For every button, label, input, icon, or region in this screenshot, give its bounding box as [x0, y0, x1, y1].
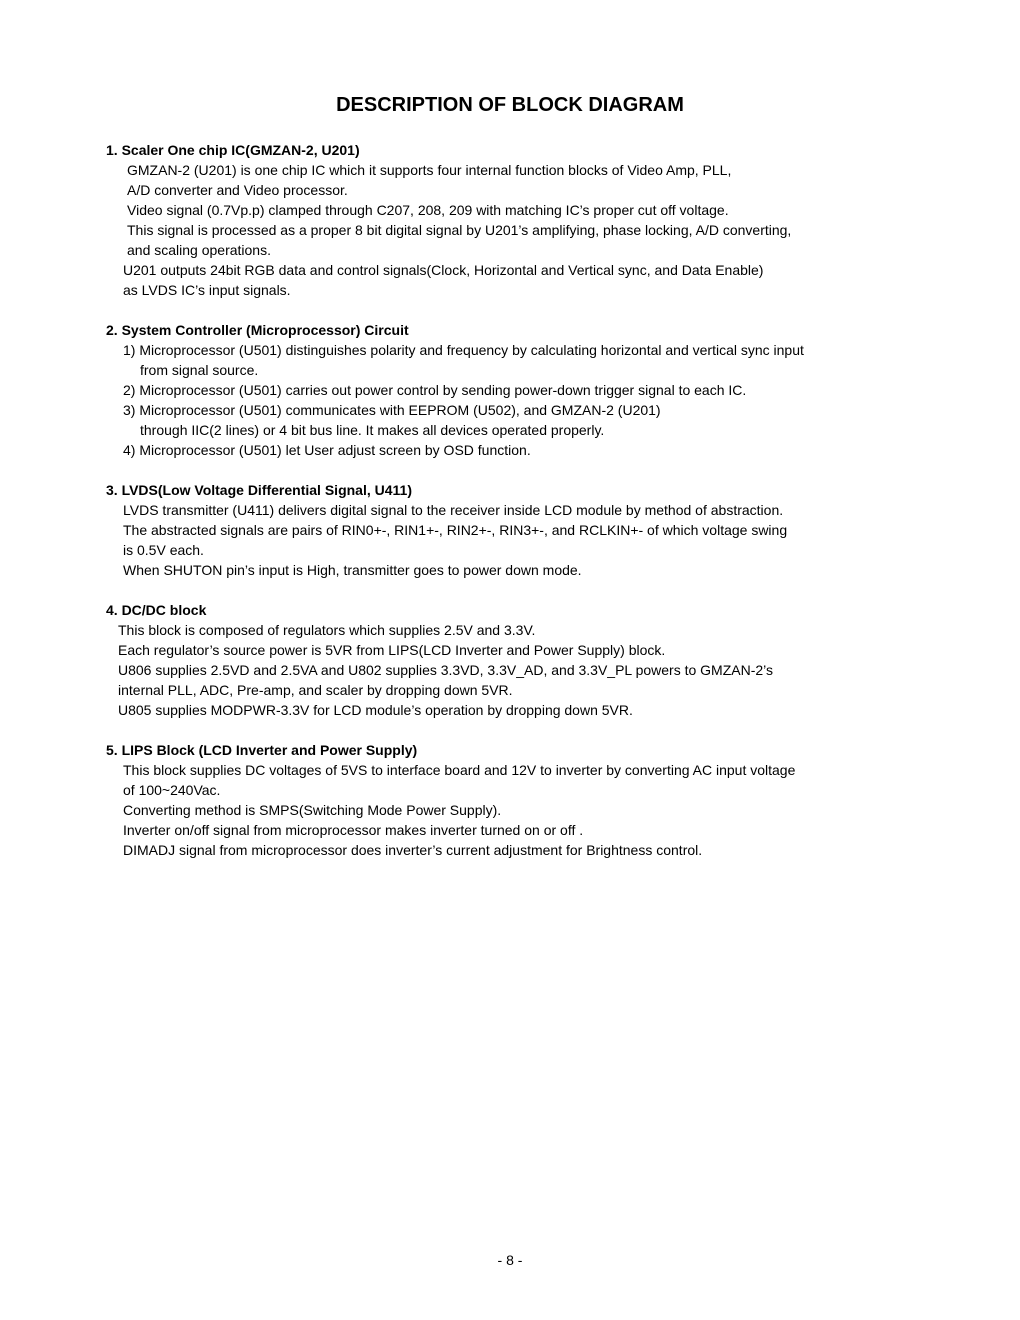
paragraph-line: from signal source.: [140, 362, 259, 378]
paragraph-line: Inverter on/off signal from microprocessor makes inverter turned on or off .: [123, 822, 584, 838]
paragraph-line: Video signal (0.7Vp.p) clamped through C207, 208, 209 with matching IC’s proper cut off voltage.: [127, 202, 729, 218]
paragraph-line: This signal is processed as a proper 8 bit digital signal by U201’s amplifying, phase locking, A/D converting,: [127, 222, 792, 238]
list-item: 3) Microprocessor (U501) communicates with EEPROM (U502), and GMZAN-2 (U201): [123, 402, 661, 418]
section-heading: 1. Scaler One chip IC(GMZAN-2, U201): [106, 142, 360, 158]
paragraph-line: A/D converter and Video processor.: [127, 182, 348, 198]
section-heading: 4. DC/DC block: [106, 602, 207, 618]
paragraph-line: DIMADJ signal from microprocessor does inverter’s current adjustment for Brightness control.: [123, 842, 703, 858]
paragraph-line: This block supplies DC voltages of 5VS to interface board and 12V to inverter by converting AC input voltage: [123, 762, 796, 778]
section-heading: 3. LVDS(Low Voltage Differential Signal, U411): [106, 482, 412, 498]
paragraph-line: internal PLL, ADC, Pre-amp, and scaler by dropping down 5VR.: [118, 682, 513, 698]
paragraph-line: is 0.5V each.: [123, 542, 204, 558]
paragraph-line: Converting method is SMPS(Switching Mode Power Supply).: [123, 802, 502, 818]
paragraph-line: through IIC(2 lines) or 4 bit bus line. It makes all devices operated properly.: [140, 422, 605, 438]
paragraph-line: of 100~240Vac.: [123, 782, 221, 798]
paragraph-line: U201 outputs 24bit RGB data and control signals(Clock, Horizontal and Vertical sync, and Data Enable): [123, 262, 764, 278]
paragraph-line: LVDS transmitter (U411) delivers digital signal to the receiver inside LCD module by method of abstraction.: [123, 502, 784, 518]
paragraph-line: This block is composed of regulators which supplies 2.5V and 3.3V.: [118, 622, 536, 638]
paragraph-line: and scaling operations.: [127, 242, 271, 258]
paragraph-line: Each regulator’s source power is 5VR from LIPS(LCD Inverter and Power Supply) block.: [118, 642, 666, 658]
section-heading: 5. LIPS Block (LCD Inverter and Power Supply): [106, 742, 418, 758]
paragraph-line: When SHUTON pin’s input is High, transmitter goes to power down mode.: [123, 562, 582, 578]
section-heading: 2. System Controller (Microprocessor) Circuit: [106, 322, 409, 338]
paragraph-line: The abstracted signals are pairs of RIN0+-, RIN1+-, RIN2+-, RIN3+-, and RCLKIN+- of which voltage swing: [123, 522, 788, 538]
list-item: 4) Microprocessor (U501) let User adjust screen by OSD function.: [123, 442, 531, 458]
paragraph-line: U805 supplies MODPWR-3.3V for LCD module’s operation by dropping down 5VR.: [118, 702, 633, 718]
page-number: - 8 -: [497, 1252, 523, 1268]
page-title: DESCRIPTION OF BLOCK DIAGRAM: [336, 94, 684, 116]
paragraph-line: GMZAN-2 (U201) is one chip IC which it supports four internal function blocks of Video Amp, PLL,: [127, 162, 732, 178]
list-item: 2) Microprocessor (U501) carries out power control by sending power-down trigger signal to each IC.: [123, 382, 747, 398]
list-item: 1) Microprocessor (U501) distinguishes polarity and frequency by calculating horizontal and vertical sync input: [123, 342, 804, 358]
paragraph-line: U806 supplies 2.5VD and 2.5VA and U802 supplies 3.3VD, 3.3V_AD, and 3.3V_PL powers to GMZAN-2’s: [118, 662, 774, 678]
paragraph-line: as LVDS IC’s input signals.: [123, 282, 291, 298]
